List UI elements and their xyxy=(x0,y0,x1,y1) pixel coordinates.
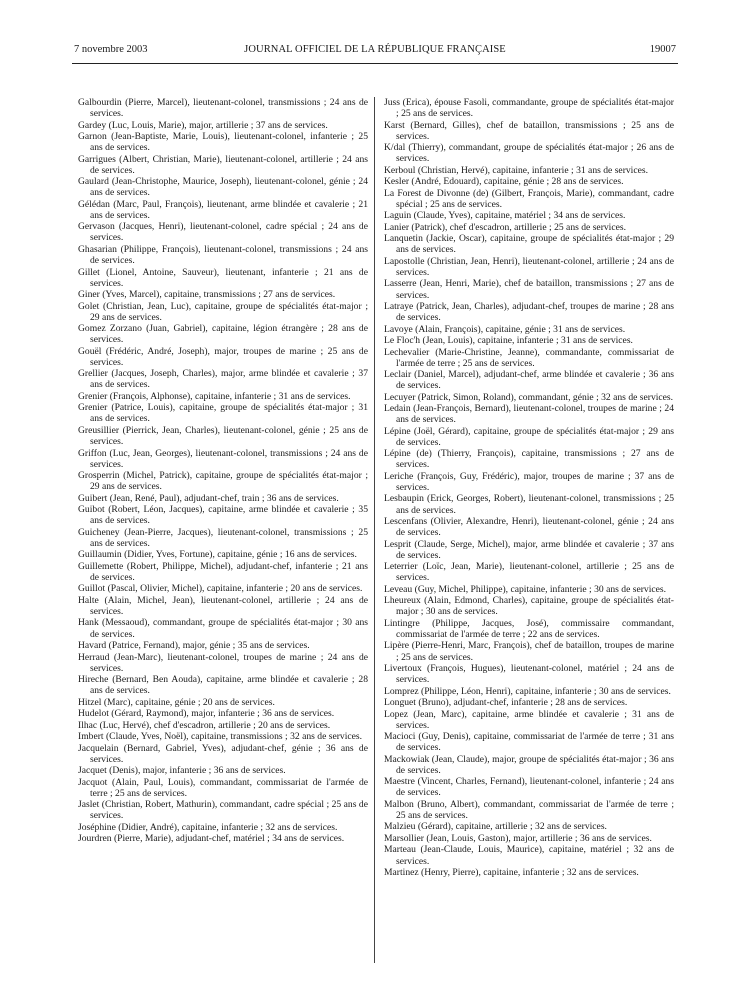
list-item: La Forest de Divonne (de) (Gilbert, François, Marie), commandant, cadre spécial ; 25 ans de services. xyxy=(384,187,674,210)
list-item: Lintingre (Philippe, Jacques, José), commissaire commandant, commissariat de l'armée de terre ; 22 ans de services. xyxy=(384,617,674,640)
list-item: Grellier (Jacques, Joseph, Charles), major, arme blindée et cavalerie ; 37 ans de services. xyxy=(78,368,368,391)
list-item: Gervason (Jacques, Henri), lieutenant-colonel, cadre spécial ; 24 ans de services. xyxy=(78,221,368,244)
list-item: Lipère (Pierre-Henri, Marc, François), chef de bataillon, troupes de marine ; 25 ans de services. xyxy=(384,640,674,663)
list-item: Lanier (Patrick), chef d'escadron, artillerie ; 25 ans de services. xyxy=(384,221,626,233)
issue-date: 7 novembre 2003 xyxy=(74,44,148,55)
list-item: Hireche (Bernard, Ben Aouda), capitaine, arme blindée et cavalerie ; 28 ans de services. xyxy=(78,674,368,697)
list-item: Jacquot (Alain, Paul, Louis), commandant, commissariat de l'armée de terre ; 25 ans de services. xyxy=(78,776,368,799)
list-item: Lomprez (Philippe, Léon, Henri), capitaine, infanterie ; 30 ans de services. xyxy=(384,685,671,697)
list-item: Galbourdin (Pierre, Marcel), lieutenant-colonel, transmissions ; 24 ans de services. xyxy=(78,97,368,120)
list-item: Lesbaupin (Erick, Georges, Robert), lieutenant-colonel, transmissions ; 25 ans de services. xyxy=(384,493,674,516)
list-item: Guicheney (Jean-Pierre, Jacques), lieutenant-colonel, transmissions ; 25 ans de services. xyxy=(78,526,368,549)
list-item: K/dal (Thierry), commandant, groupe de spécialités état-major ; 26 ans de services. xyxy=(384,142,674,165)
list-item: Guibot (Robert, Léon, Jacques), capitaine, arme blindée et cavalerie ; 35 ans de services. xyxy=(78,504,368,527)
list-item: Giner (Yves, Marcel), capitaine, transmissions ; 27 ans de services. xyxy=(78,289,336,301)
journal-title: JOURNAL OFFICIEL DE LA RÉPUBLIQUE FRANÇAISE xyxy=(244,44,506,55)
list-item: Gouël (Frédéric, André, Joseph), major, troupes de marine ; 25 ans de services. xyxy=(78,345,368,368)
list-item: Joséphine (Didier, André), capitaine, infanterie ; 32 ans de services. xyxy=(78,821,338,833)
list-item: Leterrier (Loïc, Jean, Marie), lieutenant-colonel, artillerie ; 25 ans de services. xyxy=(384,561,674,584)
list-item: Macioci (Guy, Denis), capitaine, commissariat de l'armée de terre ; 31 ans de services. xyxy=(384,731,674,754)
list-item: Garnon (Jean-Baptiste, Marie, Louis), lieutenant-colonel, infanterie ; 25 ans de services. xyxy=(78,131,368,154)
list-item: Lopez (Jean, Marc), capitaine, arme blindée et cavalerie ; 31 ans de services. xyxy=(384,708,674,731)
list-item: Hank (Messaoud), commandant, groupe de spécialités état-major ; 30 ans de services. xyxy=(78,617,368,640)
list-item: Lheureux (Alain, Edmond, Charles), capitaine, groupe de spécialités état-major ; 30 ans de services. xyxy=(384,595,674,618)
list-item: Guillemette (Robert, Philippe, Michel), adjudant-chef, infanterie ; 21 ans de services. xyxy=(78,560,368,583)
list-item: Kesler (André, Edouard), capitaine, génie ; 28 ans de services. xyxy=(384,176,624,188)
list-item: Lavoye (Alain, François), capitaine, génie ; 31 ans de services. xyxy=(384,323,626,335)
list-item: Latraye (Patrick, Jean, Charles), adjudant-chef, troupes de marine ; 28 ans de services. xyxy=(384,300,674,324)
list-item: Karst (Bernard, Gilles), chef de bataillon, transmissions ; 25 ans de services. xyxy=(384,119,674,142)
list-item: Jaslet (Christian, Robert, Mathurin), commandant, cadre spécial ; 25 ans de services. xyxy=(78,799,368,822)
list-item: Martinez (Henry, Pierre), capitaine, infanterie ; 32 ans de services. xyxy=(384,867,639,878)
list-item: Lanquetin (Jackie, Oscar), capitaine, groupe de spécialités état-major ; 29 ans de services. xyxy=(384,233,674,256)
list-item: Leriche (François, Guy, Frédéric), major, troupes de marine ; 37 ans de services. xyxy=(384,470,674,493)
list-item: Mackowiak (Jean, Claude), major, groupe de spécialités état-major ; 36 ans de services. xyxy=(384,753,674,776)
list-item: Kerboul (Christian, Hervé), capitaine, infanterie ; 31 ans de services. xyxy=(384,164,648,176)
list-item: Golet (Christian, Jean, Luc), capitaine, groupe de spécialités état-major ; 29 ans de services. xyxy=(78,300,368,323)
list-item: Lasserre (Jean, Henri, Marie), chef de bataillon, transmissions ; 27 ans de services. xyxy=(384,278,674,301)
list-item: Lecuyer (Patrick, Simon, Roland), commandant, génie ; 32 ans de services. xyxy=(384,391,674,403)
list-item: Marteau (Jean-Claude, Louis, Maurice), capitaine, matériel ; 32 ans de services. xyxy=(384,844,674,867)
list-item: Grenier (François, Alphonse), capitaine, infanterie ; 31 ans de services. xyxy=(78,390,351,402)
list-item: Jacquelain (Bernard, Gabriel, Yves), adjudant-chef, génie ; 36 ans de services. xyxy=(78,742,368,765)
list-item: Lechevalier (Marie-Christine, Jeanne), commandante, commissariat de l'armée de terre ; 25 ans de services. xyxy=(384,346,674,369)
list-item: Griffon (Luc, Jean, Georges), lieutenant-colonel, transmissions ; 24 ans de services. xyxy=(78,447,368,470)
list-item: Le Floc'h (Jean, Louis), capitaine, infanterie ; 31 ans de services. xyxy=(384,335,633,347)
list-item: Longuet (Bruno), adjudant-chef, infanterie ; 28 ans de services. xyxy=(384,697,628,709)
list-item: Leveau (Guy, Michel, Philippe), capitaine, infanterie ; 30 ans de services. xyxy=(384,583,667,595)
list-item: Guillaumin (Didier, Yves, Fortune), capitaine, génie ; 16 ans de services. xyxy=(78,549,357,561)
list-item: Gélédan (Marc, Paul, François), lieutenant, arme blindée et cavalerie ; 21 ans de services. xyxy=(78,198,368,221)
list-item: Hudelot (Gérard, Raymond), major, infanterie ; 36 ans de services. xyxy=(78,708,335,720)
list-item: Grosperrin (Michel, Patrick), capitaine, groupe de spécialités état-major ; 29 ans de services. xyxy=(78,470,368,493)
list-item: Juss (Erica), épouse Fasoli, commandante, groupe de spécialités état-major ; 25 ans de services. xyxy=(384,97,674,120)
list-item: Lapostolle (Christian, Jean, Henri), lieutenant-colonel, artillerie ; 24 ans de services. xyxy=(384,255,674,278)
list-item: Gaulard (Jean-Christophe, Maurice, Joseph), lieutenant-colonel, génie ; 24 ans de services. xyxy=(78,176,368,199)
list-item: Havard (Patrice, Fernand), major, génie ; 35 ans de services. xyxy=(78,640,310,652)
list-item: Imbert (Claude, Yves, Noël), capitaine, transmissions ; 32 ans de services. xyxy=(78,731,363,743)
right-column xyxy=(384,97,674,878)
list-item: Guillot (Pascal, Olivier, Michel), capitaine, infanterie ; 20 ans de services. xyxy=(78,583,363,595)
list-item: Ghasarian (Philippe, François), lieutenant-colonel, transmissions ; 24 ans de services. xyxy=(78,243,368,267)
list-item: Halte (Alain, Michel, Jean), lieutenant-colonel, artillerie ; 24 ans de services. xyxy=(78,594,368,617)
list-item: Marsollier (Jean, Louis, Gaston), major, artillerie ; 36 ans de services. xyxy=(384,832,652,844)
list-item: Lesprit (Claude, Serge, Michel), major, arme blindée et cavalerie ; 37 ans de services. xyxy=(384,538,674,561)
list-item: Malbon (Bruno, Albert), commandant, commissariat de l'armée de terre ; 25 ans de services. xyxy=(384,798,674,821)
list-item: Gillet (Lionel, Antoine, Sauveur), lieutenant, infanterie ; 21 ans de services. xyxy=(78,266,368,289)
list-item: Garrigues (Albert, Christian, Marie), lieutenant-colonel, artillerie ; 24 ans de services. xyxy=(78,153,368,176)
page-header xyxy=(74,44,676,60)
list-item: Ilhac (Luc, Hervé), chef d'escadron, artillerie ; 20 ans de services. xyxy=(78,719,331,731)
list-item: Jacquet (Denis), major, infanterie ; 36 ans de services. xyxy=(78,765,286,777)
list-item: Greusillier (Pierrick, Jean, Charles), lieutenant-colonel, génie ; 25 ans de services. xyxy=(78,424,368,448)
list-item: Jourdren (Pierre, Marie), adjudant-chef, matériel ; 34 ans de services. xyxy=(78,833,345,845)
list-item: Leclair (Daniel, Marcel), adjudant-chef, arme blindée et cavalerie ; 36 ans de services. xyxy=(384,369,674,392)
list-item: Maestre (Vincent, Charles, Fernand), lieutenant-colonel, infanterie ; 24 ans de services. xyxy=(384,776,674,799)
list-item: Grenier (Patrice, Louis), capitaine, groupe de spécialités état-major ; 31 ans de services. xyxy=(78,402,368,425)
list-item: Laguin (Claude, Yves), capitaine, matériel ; 34 ans de services. xyxy=(384,210,626,222)
list-item: Gardey (Luc, Louis, Marie), major, artillerie ; 37 ans de services. xyxy=(78,119,328,131)
list-item: Lépine (Joël, Gérard), capitaine, groupe de spécialités état-major ; 29 ans de services. xyxy=(384,425,674,448)
list-item: Guibert (Jean, René, Paul), adjudant-chef, train ; 36 ans de services. xyxy=(78,492,339,504)
list-item: Hitzel (Marc), capitaine, génie ; 20 ans de services. xyxy=(78,696,275,708)
list-item: Herraud (Jean-Marc), lieutenant-colonel, troupes de marine ; 24 ans de services. xyxy=(78,651,368,674)
list-item: Ledain (Jean-François, Bernard), lieutenant-colonel, troupes de marine ; 24 ans de services. xyxy=(384,403,674,426)
list-item: Lépine (de) (Thierry, François), capitaine, transmissions ; 27 ans de services. xyxy=(384,448,674,471)
list-item: Gomez Zorzano (Juan, Gabriel), capitaine, légion étrangère ; 28 ans de services. xyxy=(78,323,368,346)
column-divider xyxy=(374,97,375,963)
list-item: Lescenfans (Olivier, Alexandre, Henri), lieutenant-colonel, génie ; 24 ans de services. xyxy=(384,516,674,539)
header-rule xyxy=(72,63,678,64)
list-item: Malzieu (Gérard), capitaine, artillerie ; 32 ans de services. xyxy=(384,821,607,833)
left-column xyxy=(78,97,368,845)
list-item: Livertoux (François, Hugues), lieutenant-colonel, matériel ; 24 ans de services. xyxy=(384,663,674,686)
page-number: 19007 xyxy=(649,44,676,55)
